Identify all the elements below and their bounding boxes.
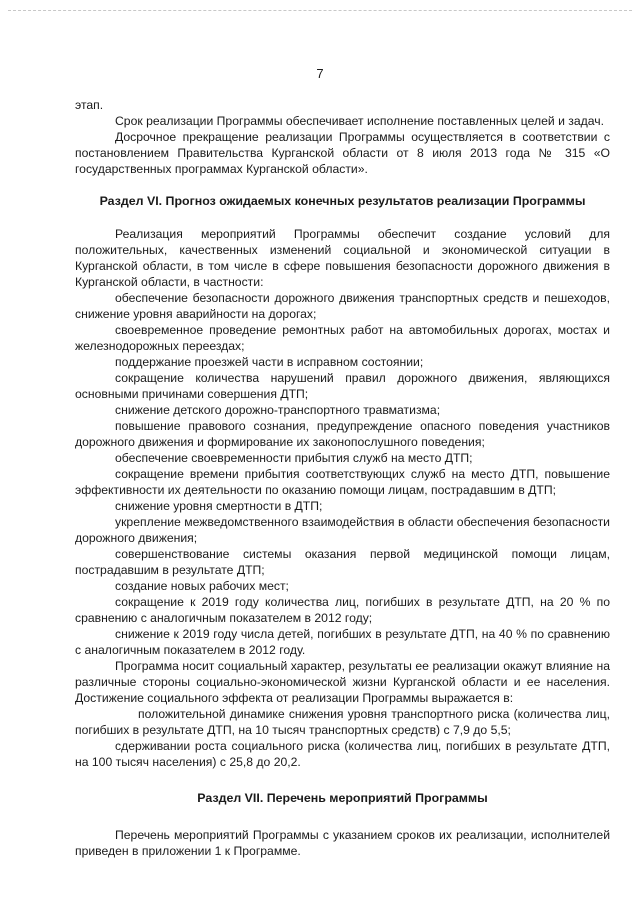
result-item: своевременное проведение ремонтных работ на автомобильных дорогах, мостах и железнодорожных переездах; — [75, 323, 610, 353]
scan-edge-line — [8, 10, 632, 11]
result-item: снижение к 2019 году числа детей, погибших в результате ДТП, на 40 % по сравнению с аналогичным показателем в 2012 году. — [75, 627, 610, 657]
section-7-heading: Раздел VII. Перечень мероприятий Программы — [197, 791, 488, 805]
paragraph-early-termination: Досрочное прекращение реализации Программы осуществляется в соответствии с постановлением Правительства Курганской области от 8 июля 2013 года № 315 «О государственных программах Курганской области». — [75, 130, 610, 176]
result-item: снижение детского дорожно-транспортного травматизма; — [115, 403, 441, 417]
paragraph-term: Срок реализации Программы обеспечивает исполнение поставленных целей и задач. — [115, 114, 605, 128]
page-number: 7 — [316, 66, 324, 81]
result-item: снижение уровня смертности в ДТП; — [115, 499, 323, 513]
result-item: обеспечение своевременности прибытия служб на место ДТП; — [115, 451, 473, 465]
section-6-intro: Реализация мероприятий Программы обеспечит создание условий для положительных, качественных изменений социальной и экономической ситуации в Курганской области, в том числе в сфере повышения безопасности дорожного движения в Курганской области, в частности: — [75, 227, 610, 289]
result-item: сокращение к 2019 году количества лиц, погибших в результате ДТП, на 20 % по сравнению с аналогичным показателем в 2012 году; — [75, 595, 610, 625]
result-item: сокращение количества нарушений правил дорожного движения, являющихся основными причинами совершения ДТП; — [75, 371, 610, 401]
result-item: совершенствование системы оказания первой медицинской помощи лицам, пострадавшим в результате ДТП; — [75, 547, 610, 577]
result-item: создание новых рабочих мест; — [115, 579, 289, 593]
section-6-heading: Раздел VI. Прогноз ожидаемых конечных результатов реализации Программы — [99, 194, 586, 208]
result-item: обеспечение безопасности дорожного движения транспортных средств и пешеходов, снижение уровня аварийности на дорогах; — [75, 291, 610, 321]
result-item: поддержание проезжей части в исправном состоянии; — [115, 355, 424, 369]
effect-item: положительной динамике снижения уровня транспортного риска (количества лиц, погибших в результате ДТП, на 10 тысяч транспортных средств) с 7,9 до 5,5; — [75, 707, 610, 737]
document-body — [75, 97, 610, 859]
social-effect-paragraph: Программа носит социальный характер, результаты ее реализации окажут влияние на различные стороны социально-экономической жизни Курганской области и ее населения. Достижение социального эффекта от реализации Программы выражается в: — [75, 659, 610, 705]
paragraph-etap: этап. — [75, 98, 104, 112]
section-7-text: Перечень мероприятий Программы с указанием сроков их реализации, исполнителей приведен в приложении 1 к Программе. — [75, 828, 610, 858]
result-item: укрепление межведомственного взаимодействия в области обеспечения безопасности дорожного движения; — [75, 515, 610, 545]
result-item: сокращение времени прибытия соответствующих служб на место ДТП, повышение эффективности их деятельности по оказанию помощи лицам, пострадавшим в ДТП; — [75, 467, 610, 497]
effect-item: сдерживании роста социального риска (количества лиц, погибших в результате ДТП, на 100 тысяч населения) с 25,8 до 20,2. — [75, 739, 610, 769]
result-item: повышение правового сознания, предупреждение опасного поведения участников дорожного движения и формирование их законопослушного поведения; — [75, 419, 610, 449]
